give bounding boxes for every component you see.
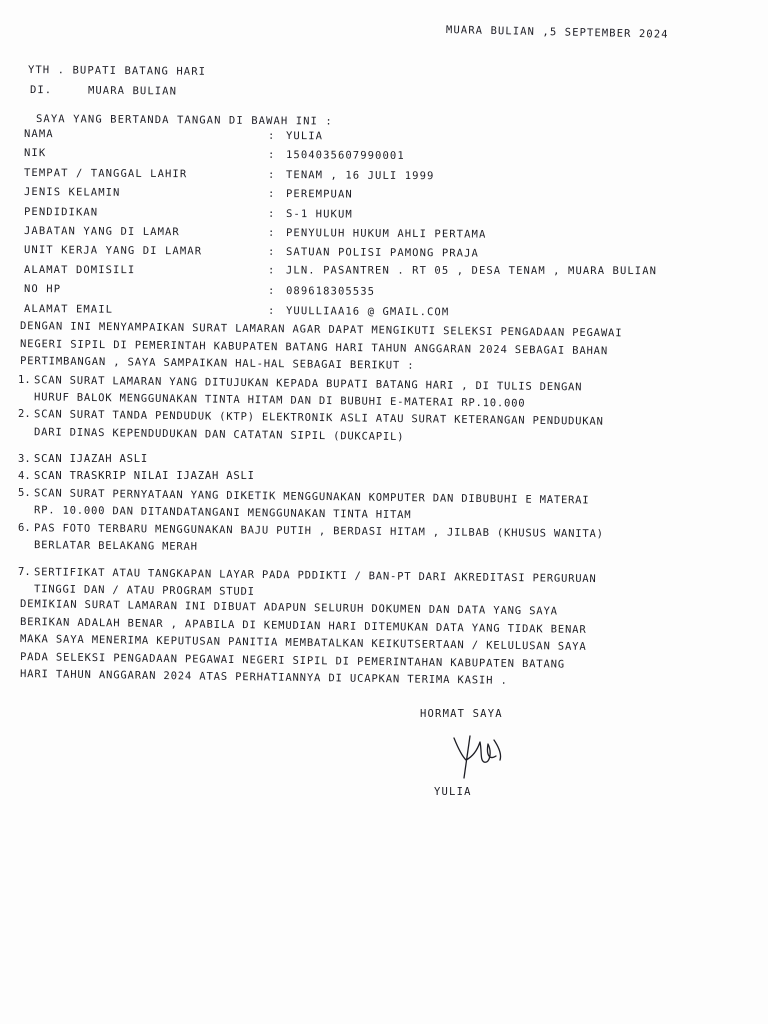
field-colon: : [267,168,275,181]
field-colon: : [267,207,275,220]
field-colon: : [267,246,275,259]
field-colon: : [267,304,275,317]
list-item-line: SCAN SURAT LAMARAN YANG DITUJUKAN KEPADA BUPATI BATANG HARI , DI TULIS DENGAN [33,374,583,394]
addressee-line: YTH . BUPATI BATANG HARI [27,64,207,78]
list-number: 1. [18,374,31,386]
field-value: SATUAN POLISI PAMONG PRAJA [285,246,480,260]
list-item-line: RP. 10.000 DAN DITANDATANGANI MENGGUNAKAN TINTA HITAM [33,504,412,522]
field-value: YUULLIAA16 @ GMAIL.COM [285,304,450,318]
field-value: JLN. PASANTREN . RT 05 , DESA TENAM , MUARA BULIAN [285,264,658,277]
paragraph-line: HARI TAHUN ANGGARAN 2024 ATAS PERHATIANNYA DI UCAPKAN TERIMA KASIH . [19,668,508,688]
intro-line: SAYA YANG BERTANDA TANGAN DI BAWAH INI : [35,113,333,128]
regards-text: HORMAT SAYA [420,708,503,720]
list-item-line: SCAN SURAT TANDA PENDUDUK (KTP) ELEKTRONIK ASLI ATAU SURAT KETERANGAN PENDUDUKAN [33,408,604,429]
field-colon: : [267,226,275,239]
field-label: PENDIDIKAN [23,205,99,219]
field-label: UNIT KERJA YANG DI LAMAR [23,244,203,258]
list-number: 3. [18,452,31,465]
list-item-line: SERTIFIKAT ATAU TANGKAPAN LAYAR PADA PDDIKTI / BAN-PT DARI AKREDITASI PERGURUAN [33,566,597,585]
field-colon: : [267,149,275,162]
list-item-line: SCAN SURAT PERNYATAAN YANG DIKETIK MENGGUNAKAN KOMPUTER DAN DIBUBUHI E MATERAI [33,487,590,507]
requirements-list [18,374,762,600]
paragraph-line: PERTIMBANGAN , SAYA SAMPAIKAN HAL-HAL SEBAGAI BERIKUT : [19,355,415,373]
field-colon: : [267,285,275,298]
list-number: 2. [18,408,31,421]
field-value: PENYULUH HUKUM AHLI PERTAMA [285,227,487,241]
field-row [24,264,754,285]
di-place: MUARA BULIAN [87,84,178,98]
field-value: 1504035607990001 [285,149,405,163]
list-item-line: SCAN IJAZAH ASLI [34,452,148,465]
field-colon: : [267,188,275,201]
addressee-place [30,84,177,98]
field-value: TENAM , 16 JULI 1999 [285,168,435,183]
list-item-line: BERLATAR BELAKANG MERAH [33,538,198,553]
field-label: NIK [23,147,47,160]
personal-data-fields [24,128,754,322]
field-label: NAMA [23,128,54,141]
list-number: 7. [18,565,31,578]
place-and-date: MUARA BULIAN ,5 SEPTEMBER 2024 [445,24,669,41]
paragraph-line: DEMIKIAN SURAT LAMARAN INI DIBUAT ADAPUN SELURUH DOKUMEN DAN DATA YANG SAYA [19,598,558,618]
list-item-line: PAS FOTO TERBARU MENGGUNAKAN BAJU PUTIH , BERDASI HITAM , JILBAB (KHUSUS WANITA) [33,521,604,540]
list-number: 4. [18,469,31,482]
paragraph-line: DENGAN INI MENYAMPAIKAN SURAT LAMARAN AGAR DAPAT MENGIKUTI SELEKSI PENGADAAN PEGAWAI [19,320,623,340]
signatory-name: YULIA [434,786,472,798]
list-item [18,453,762,470]
signature-block [420,708,620,808]
paragraph-line: NEGERI SIPIL DI PEMERINTAH KABUPATEN BATANG HARI TAHUN ANGGARAN 2024 SEBAGAI BAHAN [19,337,609,357]
field-value: PEREMPUAN [285,188,353,201]
field-label: NO HP [23,283,62,296]
field-value: YULIA [285,130,324,143]
list-number: 6. [18,521,31,534]
list-item-line: DARI DINAS KEPENDUDUKAN DAN CATATAN SIPIL (DUKCAPIL) [33,425,405,443]
field-colon: : [267,129,275,142]
list-item-line: HURUF BALOK MENGGUNAKAN TINTA HITAM DAN DI BUBUHI E-MATERAI RP.10.000 [33,391,526,410]
di-label: DI. [29,84,53,97]
field-label: ALAMAT EMAIL [23,302,114,316]
opening-paragraph [20,320,760,373]
signature [444,726,514,784]
list-number: 5. [18,487,31,500]
list-item [18,566,762,600]
field-label: ALAMAT DOMISILI [23,263,136,276]
field-colon: : [267,264,275,277]
field-value: S-1 HUKUM [285,207,353,221]
field-value: 089618305535 [285,285,376,298]
paragraph-line: BERIKAN ADALAH BENAR , APABILA DI KEMUDIAN HARI DITEMUKAN DATA YANG TIDAK BENAR [19,615,587,636]
list-item [18,522,762,556]
field-label: JENIS KELAMIN [23,186,121,199]
list-item [18,470,762,487]
paragraph-line: PADA SELEKSI PENGADAAN PEGAWAI NEGERI SIPIL DI PEMERINTAHAN KABUPATEN BATANG [19,650,566,671]
field-label: JABATAN YANG DI LAMAR [23,224,180,239]
list-item-line: TINGGI DAN / ATAU PROGRAM STUDI [33,583,255,598]
field-label: TEMPAT / TANGGAL LAHIR [23,166,188,181]
list-item [18,487,762,521]
list-item-line: SCAN TRASKRIP NILAI IJAZAH ASLI [34,469,255,482]
list-item [18,408,762,442]
paragraph-line: MAKA SAYA MENERIMA KEPUTUSAN PANITIA MEMBATALKAN KEIKUTSERTAAN / KELULUSAN SAYA [19,633,587,654]
list-item [18,374,762,408]
closing-paragraph [20,598,760,686]
